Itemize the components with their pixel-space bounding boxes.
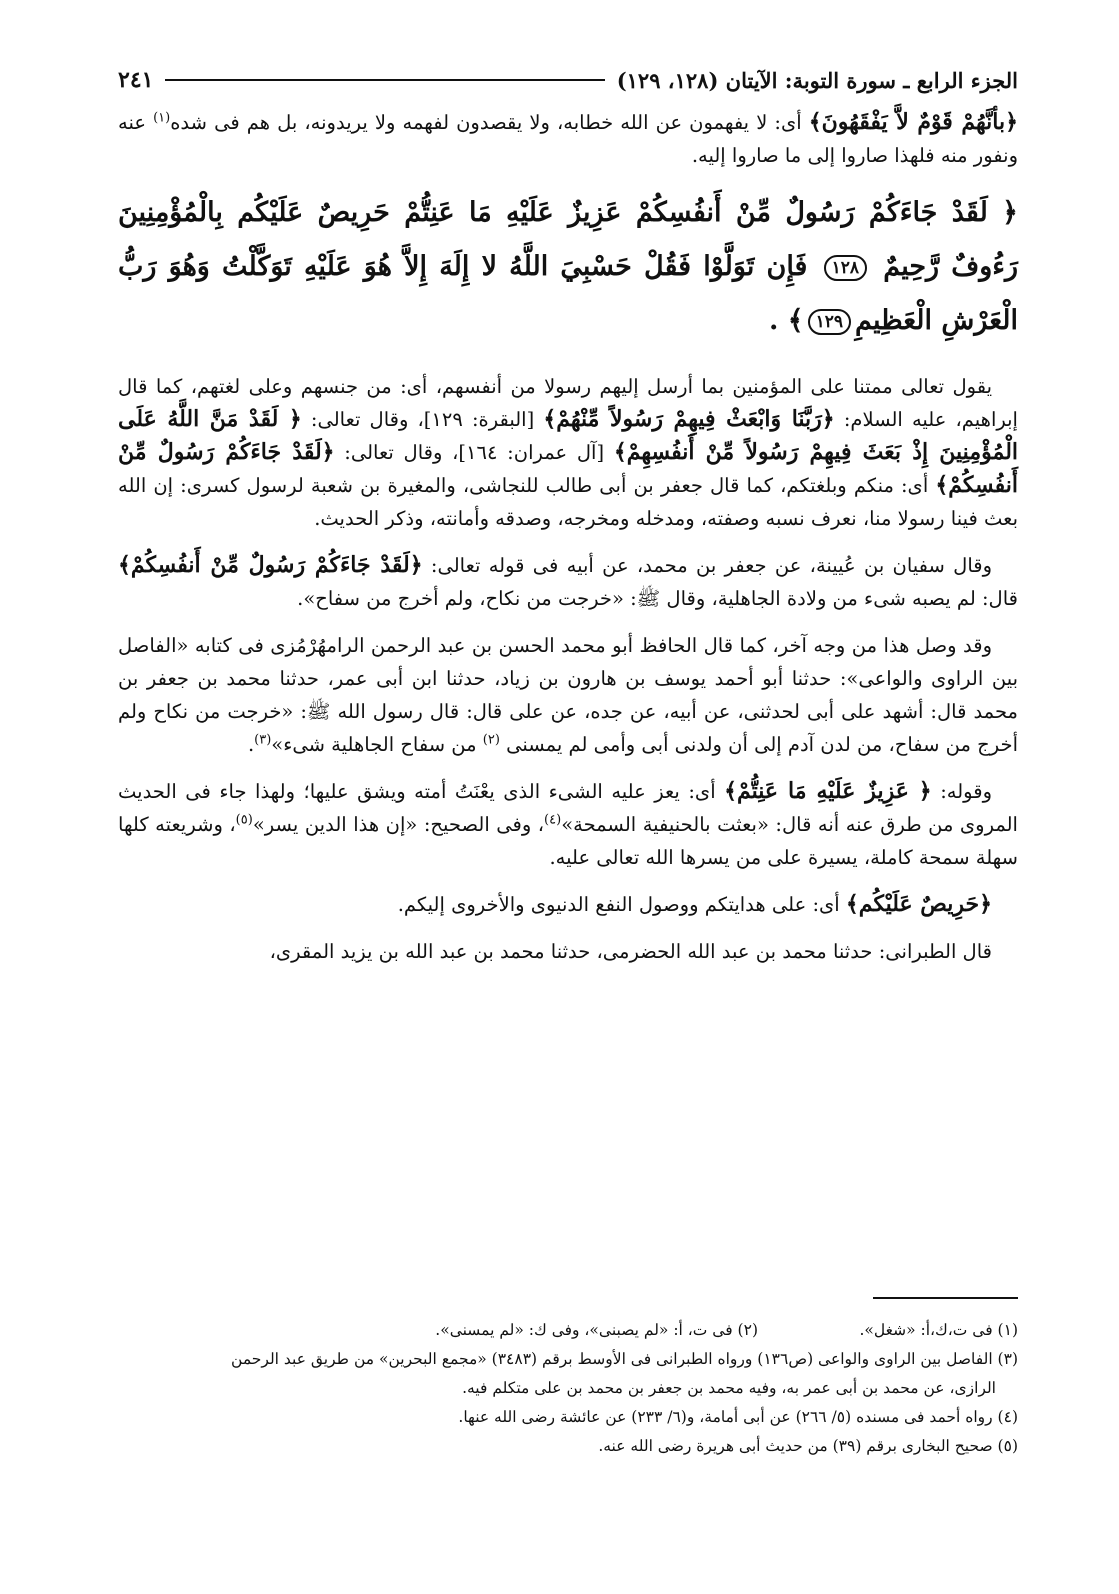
verse-part-2: فَإِن تَوَلَّوْا فَقُلْ حَسْبِيَ اللَّهُ لا إِلَهَ إِلاَّ هُوَ عَلَيْهِ تَوَكَّلْتُ وَهُوَ رَبُّ الْعَرْشِ الْعَظِيمِ bbox=[118, 251, 1018, 336]
header-rule bbox=[165, 79, 604, 81]
text-span: . bbox=[247, 733, 255, 756]
quran-quote: ﴿رَبَّنَا وَابْعَثْ فِيهِمْ رَسُولاً مِّنْهُمْ﴾ bbox=[543, 406, 835, 432]
text-span: من سفاح الجاهلية شىء» bbox=[271, 733, 483, 756]
footnote-2: (٢) فى ت، أ: «لم يصبنى»، وفى ك: «لم يمسنى». bbox=[435, 1321, 758, 1339]
footnote-ref: (١) bbox=[153, 110, 171, 126]
text-span: وقال سفيان بن عُيينة، عن جعفر بن محمد، عن أبيه فى قوله تعالى: bbox=[422, 554, 992, 577]
footnote-ref: (٢) bbox=[482, 732, 500, 748]
tafsir-paragraph-4 bbox=[118, 775, 1018, 874]
text-span: [آل عمران: ١٦٤]، وقال تعالى: bbox=[334, 441, 614, 464]
verse-block bbox=[118, 186, 1018, 348]
text-span: أى: منكم وبلغتكم، كما قال جعفر بن أبى طالب للنجاشى، والمغيرة بن شعبة لرسول كسرى: إن الله بعث فينا رسولا منا، نعرف نسبه وصفته، ومدخله ومخرجه، وصدقه وأمانته، وذكر الحديث. bbox=[118, 474, 1018, 530]
footnote-1: (١) فى ت،ك،أ: «شغل». bbox=[859, 1321, 1018, 1339]
intro-text-2: عنه ونفور منه فلهذا صاروا إلى ما صاروا إليه. bbox=[118, 111, 1018, 167]
text-span: ، وفى الصحيح: «إن هذا الدين يسر» bbox=[252, 813, 545, 836]
text-span: قال: لم يصبه شىء من ولادة الجاهلية، وقال ﷺ: «خرجت من نكاح، ولم أخرج من سفاح». bbox=[297, 587, 1018, 610]
tafsir-paragraph-5 bbox=[118, 888, 1018, 921]
page bbox=[118, 60, 1018, 1540]
verse-number-128: ١٢٨ bbox=[824, 255, 867, 281]
footnote-ref: (٥) bbox=[235, 812, 253, 828]
quran-quote: ﴿لَقَدْ جَاءَكُمْ رَسُولٌ مِّنْ أَنفُسِكُمْ﴾ bbox=[118, 552, 423, 578]
footnote-3: (٣) الفاصل بين الراوى والواعى (ص١٣٦) ورواه الطبرانى فى الأوسط برقم (٣٤٨٣) «مجمع البحرين» من طريق عبد الرحمن bbox=[231, 1350, 1018, 1368]
quran-quote: ﴿حَرِيصٌ عَلَيْكُم﴾ bbox=[845, 891, 992, 917]
text-span: يقول تعالى ممتنا على المؤمنين بما أرسل إليهم رسولا من أنفسهم، أى: من جنسهم وعلى لغتهم، كما قال إبراهيم، عليه السلام: bbox=[118, 375, 1018, 431]
footnote-3-continued: الرازى، عن محمد بن أبى عمر به، وفيه محمد بن جعفر بن محمد بن على متكلم فيه. bbox=[462, 1379, 996, 1397]
quran-quote: ﴿بأنَّهُمْ قَوْمٌ لاَّ يَفْقَهُونَ﴾ bbox=[808, 109, 1018, 135]
running-header bbox=[118, 60, 1018, 100]
footnote-5: (٥) صحيح البخارى برقم (٣٩) من حديث أبى هريرة رضى الله عنه. bbox=[598, 1437, 1018, 1455]
quran-quote: ﴿لَقَدْ جَاءَكُمْ رَسُولٌ مِّنْ أَنفُسِكُمْ﴾ bbox=[118, 439, 1018, 498]
intro-text: أى: لا يفهمون عن الله خطابه، ولا يقصدون لفهمه ولا يريدونه، بل هم فى شده bbox=[170, 111, 809, 134]
header-title: الجزء الرابع ـ سورة التوبة: الآيتان (١٢٨، ١٢٩) bbox=[616, 67, 1018, 93]
text-span: أى: يعز عليه الشىء الذى يعْنَتُ أمته ويشق عليها؛ ولهذا جاء فى الحديث المروى من طرق عنه أنه قال: «بعثت بالحنيفية السمحة» bbox=[118, 780, 1018, 836]
text-span: أى: على هدايتكم ووصول النفع الدنيوى والأخروى إليكم. bbox=[397, 893, 846, 916]
tafsir-paragraph-6 bbox=[118, 935, 1018, 968]
footnote-ref: (٣) bbox=[254, 732, 272, 748]
footnotes bbox=[118, 1316, 1018, 1461]
page-number: ٢٤١ bbox=[118, 67, 154, 93]
verse-number-129: ١٢٩ bbox=[808, 309, 851, 335]
intro-paragraph bbox=[118, 106, 1018, 172]
footnote-divider bbox=[873, 1297, 1018, 1299]
tafsir-paragraph-1 bbox=[118, 370, 1018, 535]
tafsir-paragraph-3 bbox=[118, 629, 1018, 761]
text-span: قال الطبرانى: حدثنا محمد بن عبد الله الحضرمى، حدثنا محمد بن عبد الله بن يزيد المقرى، bbox=[269, 940, 992, 963]
text-span: ، وشريعته كلها سهلة سمحة كاملة، يسيرة على من يسرها الله تعالى عليه. bbox=[118, 813, 1018, 869]
text-span: وقوله: bbox=[931, 780, 992, 803]
text-span: [البقرة: ١٢٩]، وقال تعالى: bbox=[301, 408, 544, 431]
verse-end: ﴾ . bbox=[768, 305, 804, 336]
tafsir-paragraph-2 bbox=[118, 549, 1018, 615]
verse-part-1: ﴿ لَقَدْ جَاءَكُمْ رَسُولٌ مِّنْ أَنفُسِكُمْ عَزِيزٌ عَلَيْهِ مَا عَنِتُّمْ حَرِيصٌ عَلَيْكُم بِالْمُؤْمِنِينَ رَءُوفٌ رَّحِيمٌ bbox=[118, 197, 1018, 282]
footnote-4: (٤) رواه أحمد فى مسنده (٥/ ٢٦٦) عن أبى أمامة، و(٦/ ٢٣٣) عن عائشة رضى الله عنها. bbox=[458, 1408, 1018, 1426]
quran-quote: ﴿ لَقَدْ مَنَّ اللَّهُ عَلَى الْمُؤْمِنِينَ إِذْ بَعَثَ فِيهِمْ رَسُولاً مِّنْ أَنفُسِهِمْ﴾ bbox=[118, 406, 1019, 465]
text-span: وقد وصل هذا من وجه آخر، كما قال الحافظ أبو محمد الحسن بن عبد الرحمن الرامهُرْمُزى فى كتابه «الفاصل بين الراوى والواعى»: حدثنا أبو أحمد يوسف بن هارون بن زياد، حدثنا ابن أبى عمر، حدثنا محمد بن جعفر بن محمد قال: أشهد على أبى لحدثنى، عن أبيه، عن جده، عن على قال: قال رسول الله ﷺ: «خرجت من نكاح ولم أخرج من سفاح، من لدن آدم إلى أن ولدنى أبى وأمى لم يمسنى bbox=[118, 634, 1018, 756]
quran-quote: ﴿ عَزِيزٌ عَلَيْهِ مَا عَنِتُّمْ﴾ bbox=[724, 778, 932, 804]
footnote-row bbox=[118, 1316, 1018, 1345]
footnote-ref: (٤) bbox=[544, 812, 562, 828]
